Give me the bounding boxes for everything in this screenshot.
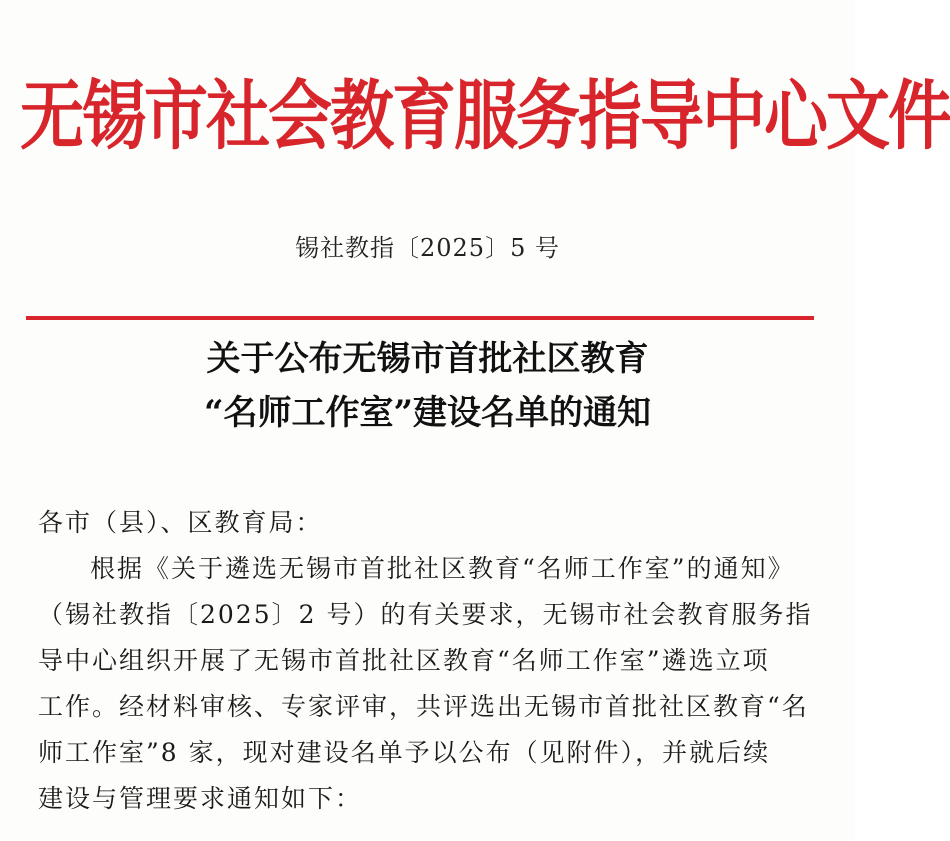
body-line: （锡社教指〔2025〕2 号）的有关要求，无锡市社会教育服务指 <box>38 600 813 629</box>
body-line: 根据《关于遴选无锡市首批社区教育“名师工作室”的通知》 <box>90 554 795 583</box>
document-number: 锡社教指〔2025〕5 号 <box>295 234 560 262</box>
body-line: 建设与管理要求通知如下： <box>38 784 363 813</box>
body-line: 师工作室”8 家，现对建设名单予以公布（见附件），并就后续 <box>38 738 771 767</box>
notice-title-line-2: “名师工作室”建设名单的通知 <box>203 393 652 433</box>
body-line: 工作。经材料审核、专家评审，共评选出无锡市首批社区教育“名 <box>38 692 809 721</box>
body-line: 导中心组织开展了无锡市首批社区教育“名师工作室”遴选立项 <box>38 646 770 675</box>
notice-title-line-1: 关于公布无锡市首批社区教育 <box>206 339 649 379</box>
salutation: 各市（县）、区教育局： <box>38 508 323 537</box>
red-divider-rule <box>26 316 814 320</box>
notice-body <box>38 500 828 822</box>
notice-title <box>0 332 855 440</box>
issuer-header-title: 无锡市社会教育服务指导中心文件 <box>20 73 950 161</box>
